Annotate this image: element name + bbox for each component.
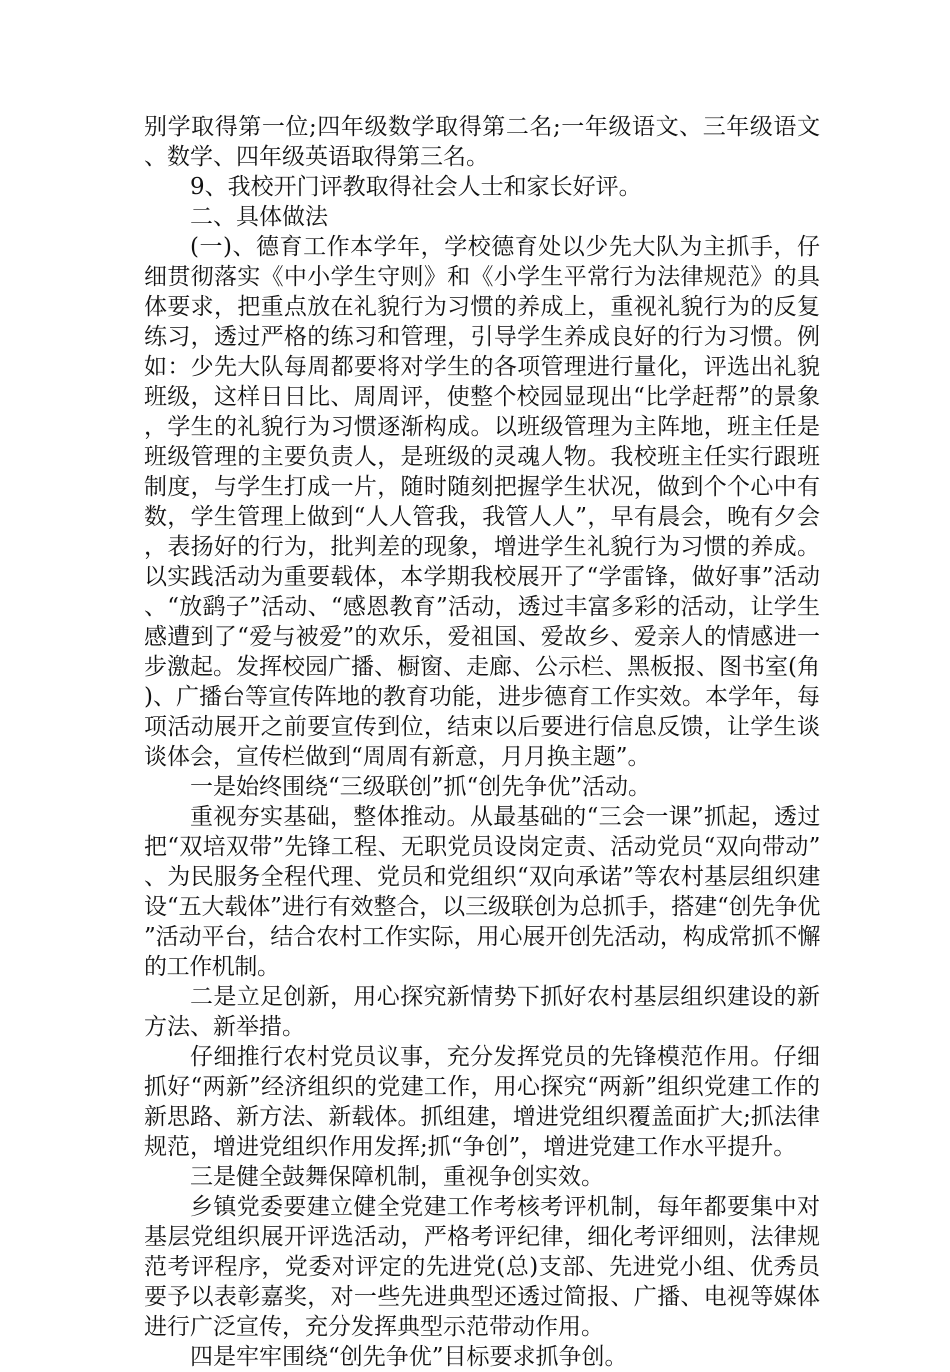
paragraph-point-one-heading: 一是始终围绕“三级联创”抓“创先争优”活动。 — [190, 774, 652, 800]
paragraph-point-one-body: 重视夯实基础，整体推动。从最基础的“三会一课”抓起，透过把“双培双带”先锋工程、无职党员设岗定责、活动党员“双向带动”、为民服务全程代理、党员和党组织“双向承诺”等农村基层组织建设“五大载体”进行有效整合，以三级联创为总抓手，搭建“创先争优”活动平台，结合农村工作实际，用心展开创先活动，构成常抓不懈的工作机制。 — [144, 804, 820, 980]
section-heading-specific-methods: 二、具体做法 — [190, 204, 328, 230]
paragraph-point-two-heading: 二是立足创新，用心探究新情势下抓好农村基层组织建设的新方法、新举措。 — [144, 984, 820, 1040]
paragraph-point-four-heading: 四是牢牢围绕“创先争优”目标要求抓争创。 — [190, 1344, 628, 1370]
paragraph-moral-education: (一)、德育工作本学年，学校德育处以少先大队为主抓手，仔细贯彻落实《中小学生守则》和《小学生平常行为法律规范》的具体要求，把重点放在礼貌行为习惯的养成上，重视礼貌行为的反复练习，透过严格的练习和管理，引导学生养成良好的行为习惯。例如：少先大队每周都要将对学生的各项管理进行量化，评选出礼貌班级，这样日日比、周周评，使整个校园显现出“比学赶帮”的景象，学生的礼貌行为习惯逐渐构成。以班级管理为主阵地，班主任是班级管理的主要负责人，是班级的灵魂人物。我校班主任实行跟班制度，与学生打成一片，随时随刻把握学生状况，做到个个心中有数，学生管理上做到“人人管我，我管人人”，早有晨会，晚有夕会，表扬好的行为，批判差的现象，增进学生礼貌行为习惯的养成。以实践活动为重要载体，本学期我校展开了“学雷锋，做好事”活动、“放鹞子”活动、“感恩教育”活动，透过丰富多彩的活动，让学生感遭到了“爱与被爱”的欢乐，爱祖国、爱故乡、爱亲人的情感进一步激起。发挥校园广播、橱窗、走廊、公示栏、黑板报、图书室(角)、广播台等宣传阵地的教育功能，进步德育工作实效。本学年，每项活动展开之前要宣传到位，结束以后要进行信息反馈，让学生谈谈体会，宣传栏做到“周周有新意，月月换主题”。 — [144, 234, 820, 770]
paragraph-point-three-heading: 三是健全鼓舞保障机制，重视争创实效。 — [190, 1164, 604, 1190]
paragraph-open-evaluation: 9、我校开门评教取得社会人士和家长好评。 — [190, 174, 642, 200]
document-body — [144, 112, 820, 1372]
paragraph-point-three-body: 乡镇党委要建立健全党建工作考核考评机制，每年都要集中对基层党组织展开评选活动，严格考评纪律，细化考评细则，法律规范考评程序，党委对评定的先进党(总)支部、先进党小组、优秀员要予以表彰嘉奖，对一些先进典型还透过简报、广播、电视等媒体进行广泛宣传，充分发挥典型示范带动作用。 — [144, 1194, 820, 1340]
paragraph-point-two-body: 仔细推行农村党员议事，充分发挥党员的先锋模范作用。仔细抓好“两新”经济组织的党建工作，用心探究“两新”组织党建工作的新思路、新方法、新载体。抓组建，增进党组织覆盖面扩大;抓法律规范，增进党组织作用发挥;抓“争创”，增进党建工作水平提升。 — [144, 1044, 820, 1160]
paragraph-ranking-results: 别学取得第一位;四年级数学取得第二名;一年级语文、三年级语文、数学、四年级英语取得第三名。 — [144, 114, 820, 170]
